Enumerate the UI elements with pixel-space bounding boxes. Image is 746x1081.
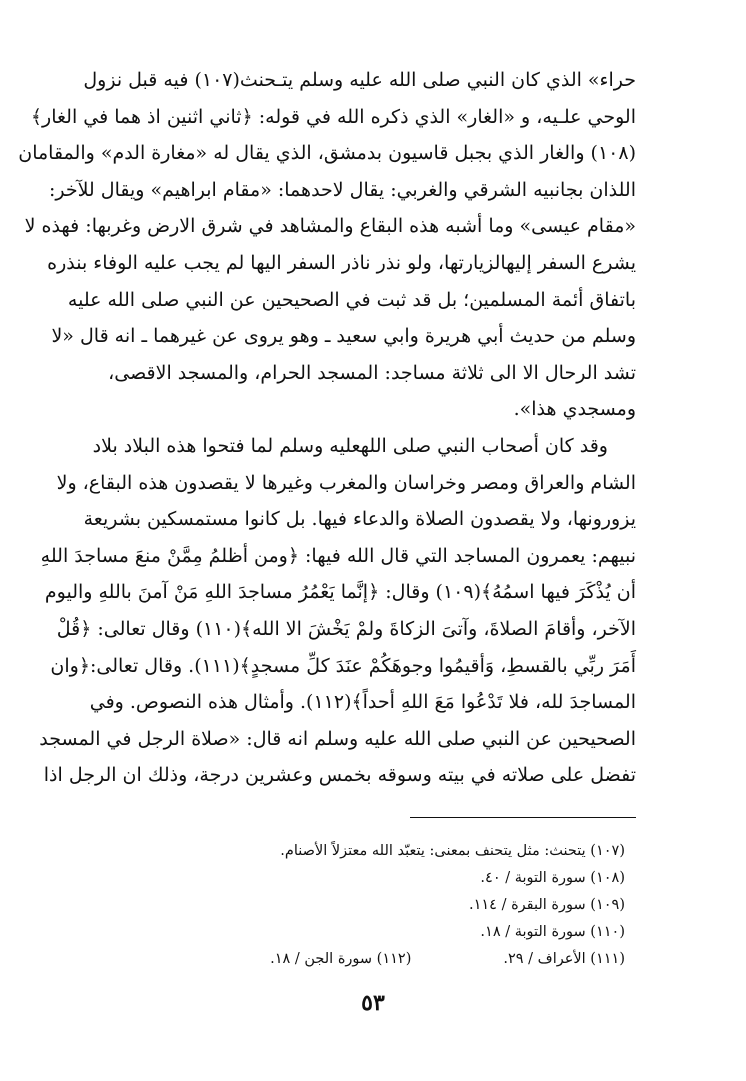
page-number: ٥٣ — [361, 990, 385, 1016]
footnote-row — [200, 838, 625, 865]
text-line: أَمَرَ ربِّي بالقسطِ، وَأقيمُوا وجوهَكُمْ عنَدَ كلِّ مسجدٍ﴾(١١١). وقال تعالى:﴿وان — [50, 654, 636, 677]
footnote-row — [200, 865, 625, 892]
footnote-divider — [410, 817, 636, 818]
text-line: حراء» الذي كان النبي صلى الله عليه وسلم يتـحنث(١٠٧) فيه قبل نزول — [83, 69, 636, 91]
footnote: (١٠٧) يتحنث: مثل يتحنف بمعنى: يتعبّد الله معتزلاً الأصنام. — [280, 843, 625, 859]
text-line: وسلم من حديث أبي هريرة وابي سعيد ـ وهو يروى عن غيرهما ـ انه قال «لا — [51, 325, 636, 348]
text-line: ومسجدي هذا». — [513, 398, 636, 421]
footnote: (١٠٨) سورة التوبة / ٤٠. — [480, 870, 625, 886]
text-line: باتفاق أئمة المسلمين؛ بل قد ثبت في الصحيحين عن النبي صلى الله عليه — [67, 288, 636, 311]
text-line: اللذان بجانبيه الشرقي والغربي: يقال لاحدهما: «مقام ابراهيم» ويقال للآخر: — [48, 178, 636, 201]
text-line: الوحي علـيه، و «الغار» الذي ذكره الله في قوله: ﴿ثاني اثنين اذ هما في الغار﴾ — [30, 105, 636, 128]
text-line: الآخر، وأقامَ الصلاةَ، وآتىَ الزكاةَ ولمْ يَخْشَ الا الله﴾(١١٠) وقال تعالى: ﴿قُلْ — [56, 617, 636, 640]
text-line: تفضل على صلاته في بيته وسوقه بخمس وعشرين درجة، وذلك ان الرجل اذا — [43, 764, 636, 787]
main-text — [18, 62, 636, 794]
text-line: يزورونها، ولا يقصدون الصلاة والدعاء فيها. بل كانوا مستمسكين بشريعة — [83, 508, 636, 531]
paragraph-start-line: وقد كان أصحاب النبي صلى اللهعليه وسلم لما فتحوا هذه البلاد بلاد — [92, 434, 608, 457]
text-line: المساجدَ لله، فلا تَدْعُوا مَعَ اللهِ أحداً﴾(١١٢). وأمثال هذه النصوص. وفي — [89, 691, 636, 714]
text-line: «مقام عيسى» وما أشبه هذه البقاع والمشاهد في شرق الارض وغربها: فهذه لا — [24, 215, 636, 238]
text-line: يشرع السفر إليهالزيارتها، ولو نذر ناذر السفر اليها لم يجب عليه الوفاء بنذره — [47, 251, 636, 274]
footnote: (١٠٩) سورة البقرة / ١١٤. — [468, 897, 625, 913]
footnote-row — [200, 919, 625, 946]
text-line: نبيهم: يعمرون المساجد التي قال الله فيها: ﴿ومن أظلمُ مِمَّنْ منعَ مساجدَ اللهِ — [40, 544, 636, 567]
footnote-row — [200, 946, 625, 973]
text-line: الصحيحين عن النبي صلى الله عليه وسلم انه قال: «صلاة الرجل في المسجد — [39, 727, 636, 750]
text-line: (١٠٨) والغار الذي بجبل قاسيون بدمشق، الذي يقال له «مغارة الدم» والمقامان — [18, 142, 636, 165]
footnote: (١١١) الأعراف / ٢٩. — [503, 951, 625, 967]
text-line: أن يُذْكَرَ فيها اسمُهُ﴾(١٠٩) وقال: ﴿إنَّما يَعْمُرُ مساجدَ اللهِ مَنْ آمنَ باللهِ واليوم — [44, 581, 636, 604]
footnote: (١١٢) سورة الجن / ١٨. — [270, 951, 412, 967]
footnotes — [200, 838, 625, 973]
text-line: الشام والعراق ومصر وخراسان والمغرب وغيرها لا يقصدون هذه البقاع، ولا — [56, 471, 636, 494]
text-line: تشد الرحال الا الى ثلاثة مساجد: المسجد الحرام، والمسجد الاقصى، — [108, 361, 636, 384]
footnote: (١١٠) سورة التوبة / ١٨. — [480, 924, 625, 940]
footnote-row — [200, 892, 625, 919]
